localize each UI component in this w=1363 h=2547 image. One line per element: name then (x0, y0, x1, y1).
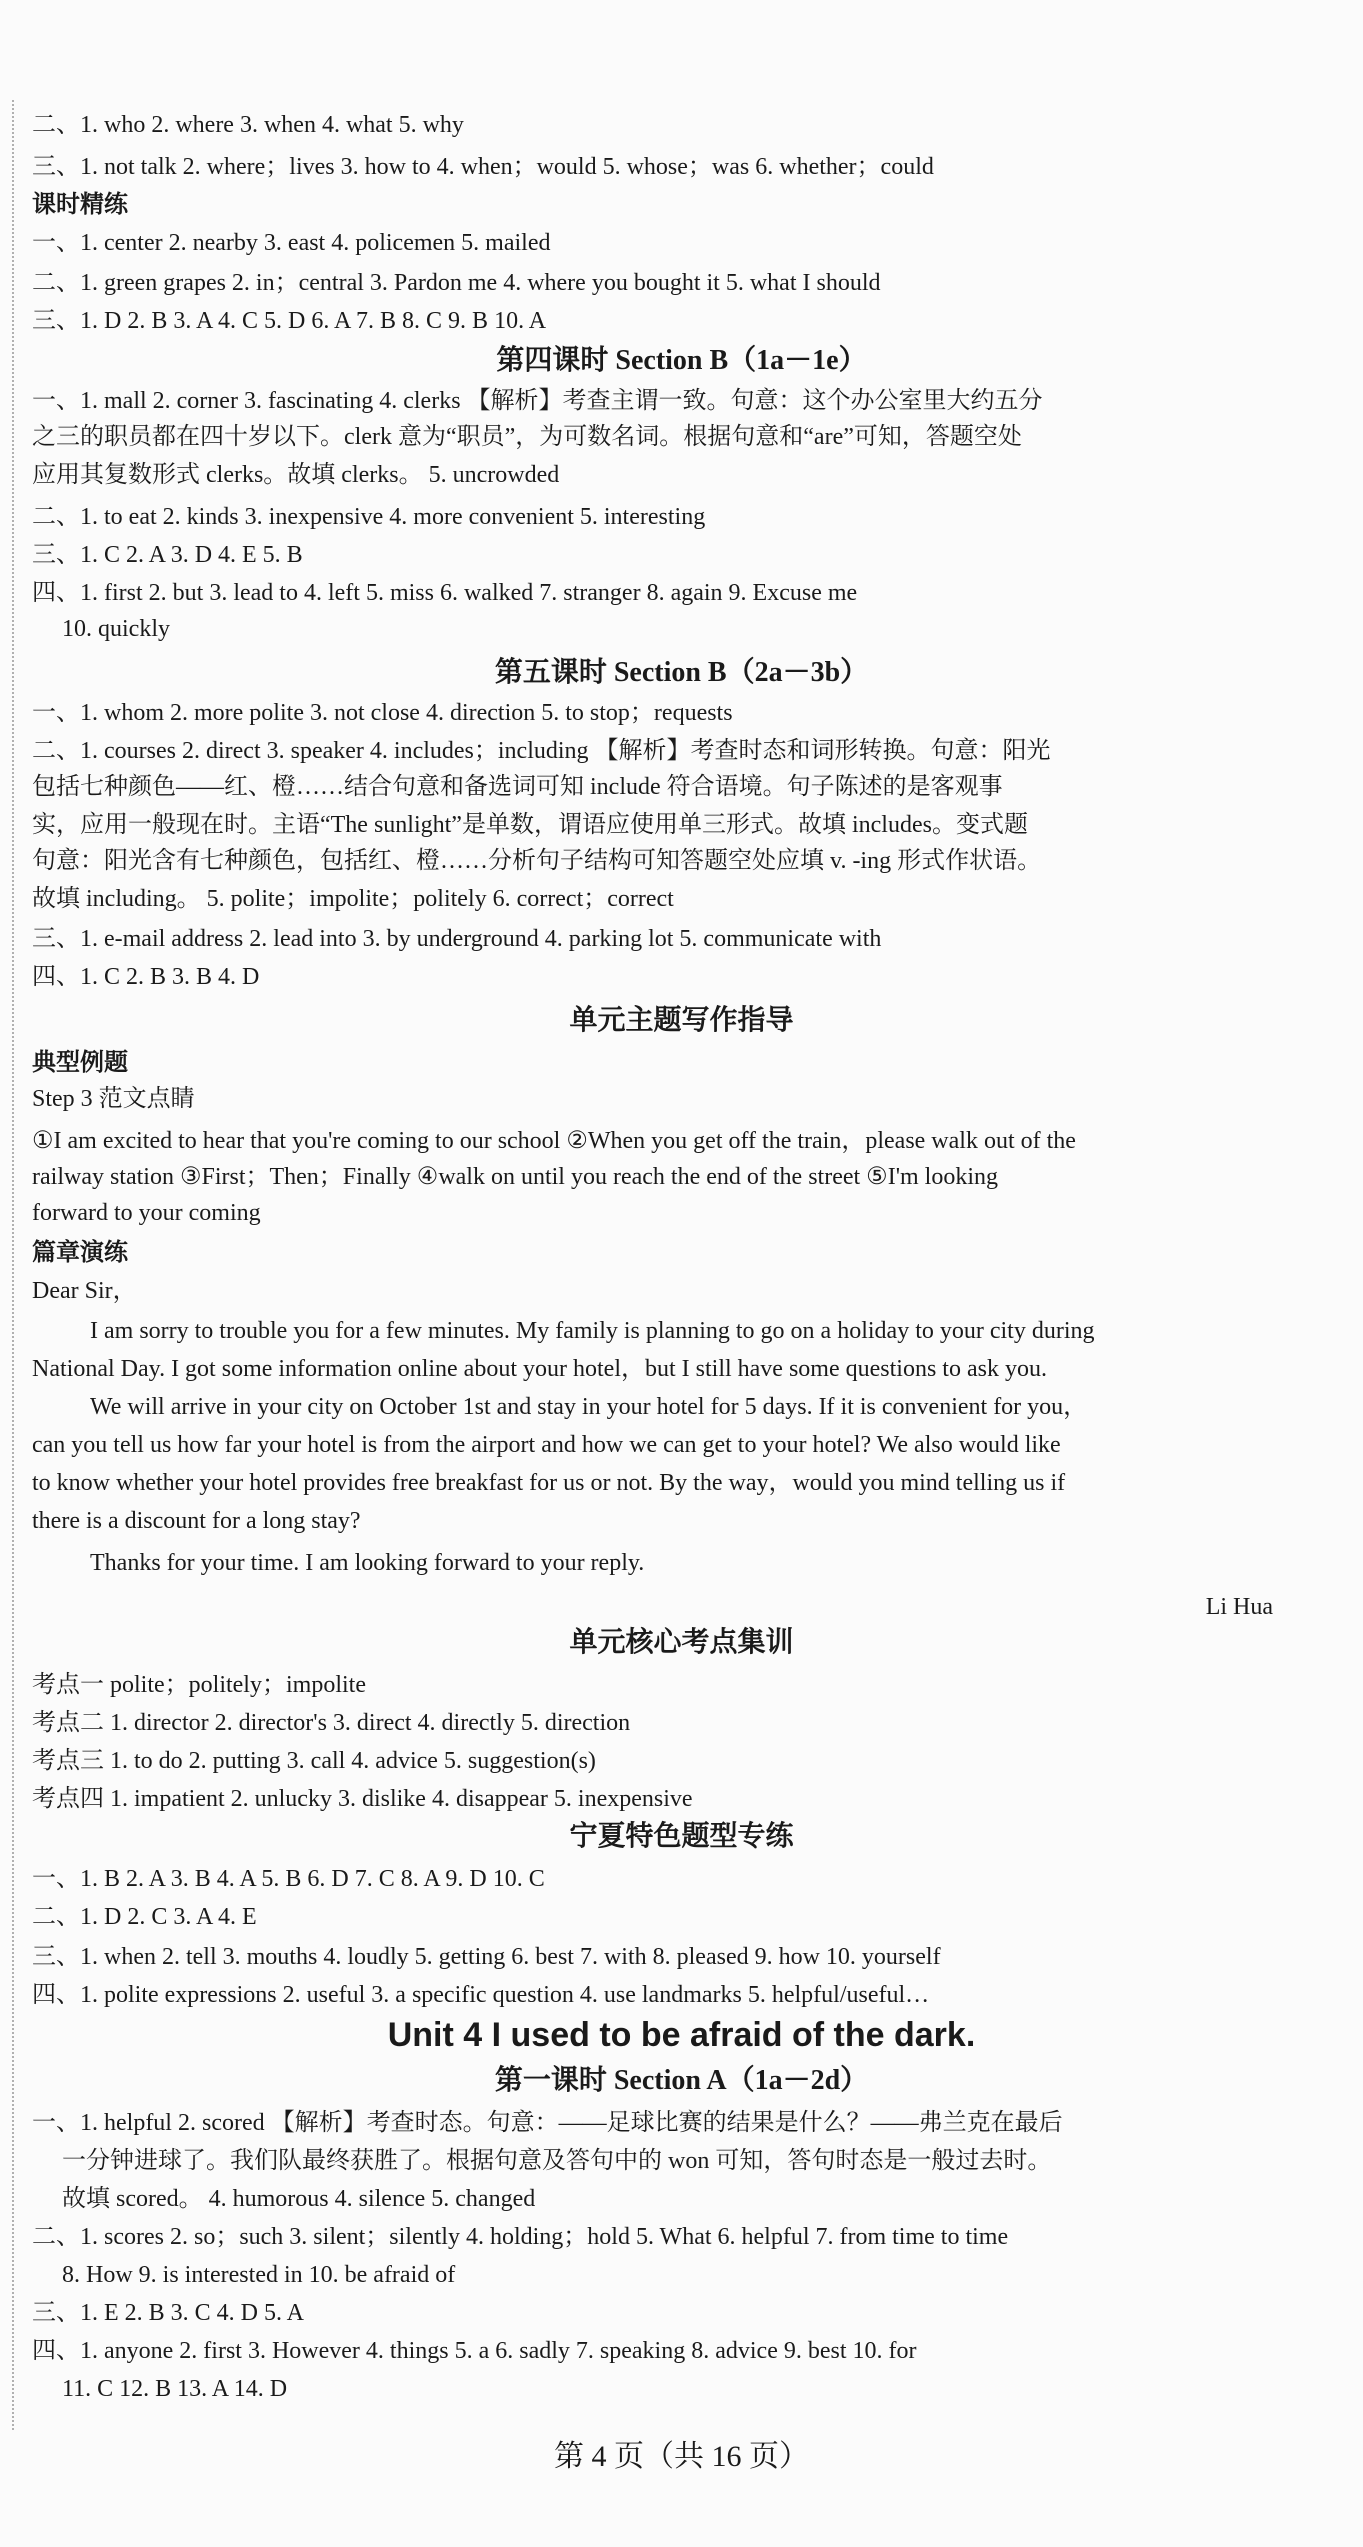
lesson4-part3-answers: 三、1. C 2. A 3. D 4. E 5. B (32, 542, 303, 568)
core-points-heading: 单元核心考点集训 (569, 1627, 794, 1658)
lesson5-part2-explanation-4: 故填 including。 5. polite；impolite；politely 6. correct；correct (32, 886, 674, 912)
model-answer-line-3: forward to your coming (32, 1200, 261, 1226)
point1-answers: 考点一 polite；politely；impolite (32, 1672, 366, 1698)
page-number-footer: 第 4 页（共 16 页） (554, 2440, 809, 2473)
lesson5-part2-explanation-3: 句意：阳光含有七种颜色，包括红、橙……分析句子结构可知答题空处应填 v. -ing 形式作状语。 (32, 848, 1042, 874)
lesson4-part2-answers: 二、1. to eat 2. kinds 3. inexpensive 4. more convenient 5. interesting (32, 504, 706, 530)
unit3-lesson3-part3-answers: 三、1. not talk 2. where；lives 3. how to 4. when；would 5. whose；was 6. whether；could (32, 154, 934, 180)
lesson4-part1-explanation: 之三的职员都在四十岁以下。clerk 意为“职员”，为可数名词。根据句意和“are”可知，答题空处 (32, 424, 1022, 450)
ningxia-special-heading: 宁夏特色题型专练 (569, 1821, 794, 1852)
lesson5-part3-answers: 三、1. e-mail address 2. lead into 3. by underground 4. parking lot 5. communicate with (32, 926, 882, 952)
ningxia-part1-answers: 一、1. B 2. A 3. B 4. A 5. B 6. D 7. C 8. A 9. D 10. C (32, 1866, 545, 1892)
step3-label: Step 3 范文点睛 (32, 1086, 195, 1112)
lesson4-part1-explanation-end: 应用其复数形式 clerks。故填 clerks。 5. uncrowded (32, 462, 560, 488)
practice-part3-answers: 三、1. D 2. B 3. A 4. C 5. D 6. A 7. B 8. C 9. B 10. A (32, 308, 547, 334)
point3-answers: 考点三 1. to do 2. putting 3. call 4. advice 5. suggestion(s) (32, 1748, 596, 1774)
letter-signature: Li Hua (1205, 1594, 1273, 1620)
unit4-lesson1-part3-answers: 三、1. E 2. B 3. C 4. D 5. A (32, 2300, 305, 2326)
lesson5-part2-answers: 二、1. courses 2. direct 3. speaker 4. includes；including 【解析】考查时态和词形转换。句意：阳光 (32, 738, 1051, 764)
unit3-lesson3-part2-answers: 二、1. who 2. where 3. when 4. what 5. why (32, 112, 464, 138)
unit4-lesson1-heading: 第一课时 Section A（1a－2d） (494, 2065, 869, 2096)
model-answer-line-1: ①I am excited to hear that you're coming to our school ②When you get off the train，please walk out of the (32, 1128, 1076, 1154)
lesson4-heading: 第四课时 Section B（1a－1e） (496, 345, 867, 376)
lesson4-part4-answers: 四、1. first 2. but 3. lead to 4. left 5. miss 6. walked 7. stranger 8. again 9. Excuse me (32, 580, 858, 606)
practice-part2-answers: 二、1. green grapes 2. in；central 3. Pardon me 4. where you bought it 5. what I should (32, 270, 881, 296)
unit4-lesson1-part4-answers: 四、1. anyone 2. first 3. However 4. things 5. a 6. sadly 7. speaking 8. advice 9. best 10. for (32, 2338, 917, 2364)
lesson4-part1-answers: 一、1. mall 2. corner 3. fascinating 4. clerks 【解析】考查主谓一致。句意：这个办公室里大约五分 (32, 388, 1043, 414)
typical-example-heading: 典型例题 (32, 1050, 128, 1076)
letter-para1-line1: I am sorry to trouble you for a few minutes. My family is planning to go on a holiday to your city during (90, 1318, 1095, 1344)
ningxia-part2-answers: 二、1. D 2. C 3. A 4. E (32, 1904, 257, 1930)
unit4-title: Unit 4 I used to be afraid of the dark. (387, 2016, 976, 2054)
unit4-lesson1-part1-explanation-end: 故填 scored。 4. humorous 4. silence 5. changed (62, 2186, 536, 2212)
letter-para2-line2: can you tell us how far your hotel is from the airport and how we can get to your hotel? We also would like (32, 1432, 1061, 1458)
lesson4-part4-answers-cont: 10. quickly (62, 616, 170, 642)
letter-greeting: Dear Sir， (32, 1278, 137, 1304)
unit4-lesson1-part2-answers: 二、1. scores 2. so；such 3. silent；silently 4. holding；hold 5. What 6. helpful 7. from time to time (32, 2224, 1009, 2250)
unit4-lesson1-part2-answers-cont: 8. How 9. is interested in 10. be afraid of (62, 2262, 456, 2288)
letter-para3: Thanks for your time. I am looking forward to your reply. (90, 1550, 645, 1576)
point4-answers: 考点四 1. impatient 2. unlucky 3. dislike 4. disappear 5. inexpensive (32, 1786, 693, 1812)
lesson5-part2-explanation-1: 包括七种颜色——红、橙……结合句意和备选词可知 include 符合语境。句子陈述的是客观事 (32, 774, 1003, 800)
model-answer-line-2: railway station ③First；Then；Finally ④walk on until you reach the end of the street ⑤I'm looking (32, 1164, 999, 1190)
lesson5-heading: 第五课时 Section B（2a－3b） (494, 657, 869, 688)
letter-para2-line1: We will arrive in your city on October 1st and stay in your hotel for 5 days. If it is convenient for you， (90, 1394, 1088, 1420)
lesson5-part2-explanation-2: 实，应用一般现在时。主语“The sunlight”是单数，谓语应使用单三形式。故填 includes。变式题 (32, 812, 1028, 838)
writing-guide-heading: 单元主题写作指导 (569, 1005, 794, 1036)
unit4-lesson1-part4-answers-cont: 11. C 12. B 13. A 14. D (62, 2376, 288, 2402)
ningxia-part4-answers: 四、1. polite expressions 2. useful 3. a specific question 4. use landmarks 5. helpful/useful… (32, 1982, 930, 2008)
unit4-lesson1-part1-explanation: 一分钟进球了。我们队最终获胜了。根据句意及答句中的 won 可知，答句时态是一般过去时。 (62, 2148, 1052, 2174)
unit4-lesson1-part1-answers: 一、1. helpful 2. scored 【解析】考查时态。句意：——足球比赛的结果是什么？——弗兰克在最后 (32, 2110, 1063, 2136)
lesson5-part4-answers: 四、1. C 2. B 3. B 4. D (32, 964, 260, 990)
practice-part1-answers: 一、1. center 2. nearby 3. east 4. policemen 5. mailed (32, 230, 551, 256)
point2-answers: 考点二 1. director 2. director's 3. direct 4. directly 5. direction (32, 1710, 631, 1736)
letter-para2-line3: to know whether your hotel provides free breakfast for us or not. By the way，would you mind telling us if (32, 1470, 1066, 1496)
letter-para1-line2: National Day. I got some information online about your hotel，but I still have some questions to ask you. (32, 1356, 1047, 1382)
letter-para2-line4: there is a discount for a long stay? (32, 1508, 361, 1534)
chapter-practice-heading: 篇章演练 (32, 1240, 128, 1266)
lesson5-part1-answers: 一、1. whom 2. more polite 3. not close 4. direction 5. to stop；requests (32, 700, 733, 726)
ningxia-part3-answers: 三、1. when 2. tell 3. mouths 4. loudly 5. getting 6. best 7. with 8. pleased 9. how 10. yourself (32, 1944, 941, 1970)
section-heading-practice: 课时精练 (32, 192, 128, 218)
